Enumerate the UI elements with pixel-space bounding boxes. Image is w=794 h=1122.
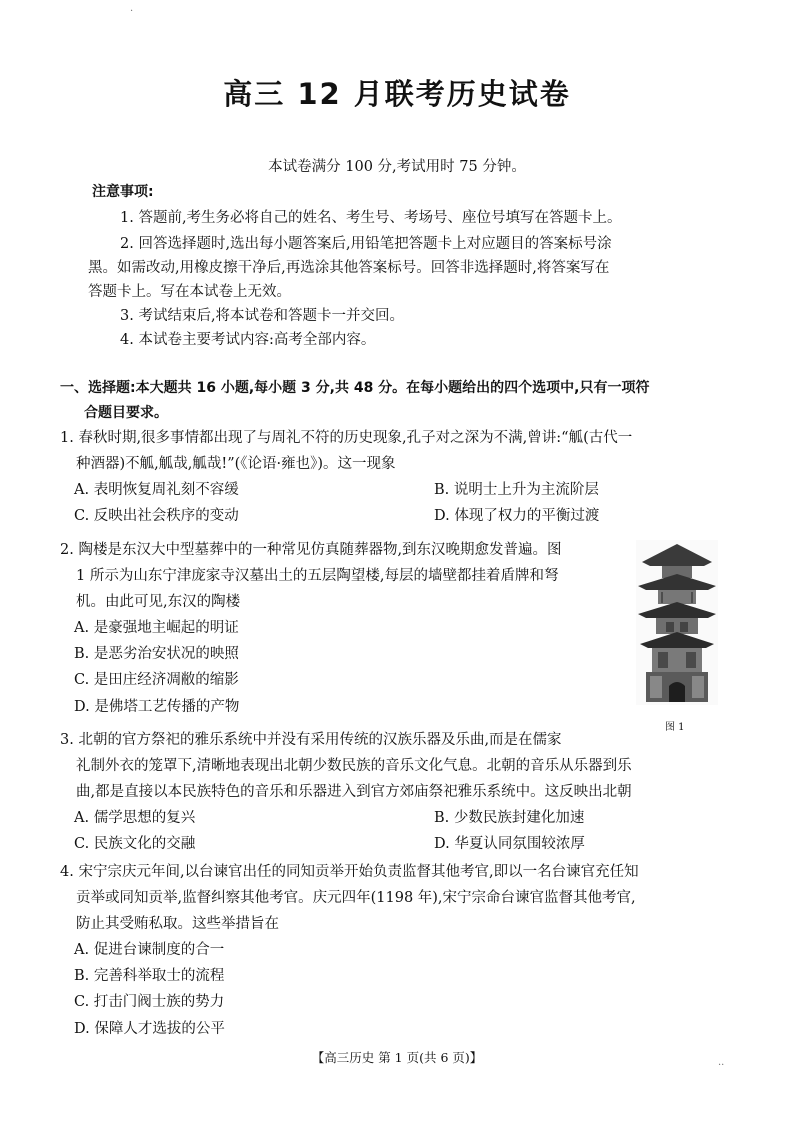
question-3-option-a: A. 儒学思想的复兴 [74, 810, 196, 826]
page-footer: 【高三历史 第 1 页(共 6 页)】 [311, 1050, 483, 1065]
notice-line: 黑。如需改动,用橡皮擦干净后,再选涂其他答案标号。回答非选择题时,将答案写在 [88, 260, 610, 276]
question-1-option-b: B. 说明士上升为主流阶层 [434, 482, 599, 498]
section-heading-cont: 合题目要求。 [84, 405, 168, 421]
question-4-stem: 贡举或同知贡举,监督纠察其他考官。庆元四年(1198 年),宋宁宗命台谏官监督其他考官, [76, 890, 636, 906]
notice-line: 1. 答题前,考生务必将自己的姓名、考生号、考场号、座位号填写在答题卡上。 [120, 210, 622, 226]
question-2-stem: 1 所示为山东宁津庞家寺汉墓出土的五层陶望楼,每层的墙壁都挂着盾牌和弩 [76, 568, 559, 584]
notice-line: 3. 考试结束后,将本试卷和答题卡一并交回。 [120, 308, 405, 324]
question-4-option-d: D. 保障人才选拔的公平 [74, 1021, 225, 1037]
question-2-option-a: A. 是豪强地主崛起的明证 [74, 620, 239, 636]
question-2-option-c: C. 是田庄经济凋敝的缩影 [74, 672, 239, 688]
question-4-option-b: B. 完善科举取士的流程 [74, 968, 225, 984]
question-2-stem: 机。由此可见,东汉的陶楼 [76, 594, 241, 610]
question-4-option-a: A. 促进台谏制度的合一 [74, 942, 225, 958]
question-1-option-a: A. 表明恢复周礼刻不容缓 [74, 482, 239, 498]
question-1-stem: 1. 春秋时期,很多事情都出现了与周礼不符的历史现象,孔子对之深为不满,曾讲:“觚(古代一 [60, 430, 633, 446]
scan-speck: ·· [718, 1060, 725, 1071]
question-1-option-d: D. 体现了权力的平衡过渡 [434, 508, 600, 524]
pottery-tower-figure [636, 540, 718, 705]
notice-line: 2. 回答选择题时,选出每小题答案后,用铅笔把答题卡上对应题目的答案标号涂 [120, 236, 612, 252]
question-3-stem: 曲,都是直接以本民族特色的音乐和乐器进入到官方郊庙祭祀雅乐系统中。这反映出北朝 [76, 784, 632, 800]
question-3-stem: 3. 北朝的官方祭祀的雅乐系统中并没有采用传统的汉族乐器及乐曲,而是在儒家 [60, 732, 562, 748]
scan-speck: · [130, 6, 134, 17]
notice-line: 答题卡上。写在本试卷上无效。 [88, 284, 291, 300]
question-2-option-d: D. 是佛塔工艺传播的产物 [74, 699, 240, 715]
question-1-stem: 种酒器)不觚,觚哉,觚哉!”(《论语·雍也》)。这一现象 [76, 456, 396, 472]
question-3-stem: 礼制外衣的笼罩下,清晰地表现出北朝少数民族的音乐文化气息。北朝的音乐从乐器到乐 [76, 758, 632, 774]
notice-heading: 注意事项: [92, 184, 154, 200]
page-title: 高三 12 月联考历史试卷 [223, 77, 571, 111]
question-2-option-b: B. 是恶劣治安状况的映照 [74, 646, 239, 662]
question-4-option-c: C. 打击门阀士族的势力 [74, 994, 225, 1010]
question-3-option-b: B. 少数民族封建化加速 [434, 810, 585, 826]
notice-line: 4. 本试卷主要考试内容:高考全部内容。 [120, 332, 376, 348]
question-4-stem: 防止其受贿私取。这些举措旨在 [76, 916, 279, 932]
exam-subtitle: 本试卷满分 100 分,考试用时 75 分钟。 [268, 159, 526, 175]
section-heading: 一、选择题:本大题共 16 小题,每小题 3 分,共 48 分。在每小题给出的四个选项中,只有一项符 [60, 380, 650, 396]
question-1-option-c: C. 反映出社会秩序的变动 [74, 508, 239, 524]
question-2-stem: 2. 陶楼是东汉大中型墓葬中的一种常见仿真随葬器物,到东汉晚期愈发普遍。图 [60, 542, 562, 558]
question-3-option-d: D. 华夏认同氛围较浓厚 [434, 836, 585, 852]
figure-caption: 图 1 [665, 722, 685, 733]
question-4-stem: 4. 宋宁宗庆元年间,以台谏官出任的同知贡举开始负责监督其他考官,即以一名台谏官充任知 [60, 864, 639, 880]
question-3-option-c: C. 民族文化的交融 [74, 836, 196, 852]
